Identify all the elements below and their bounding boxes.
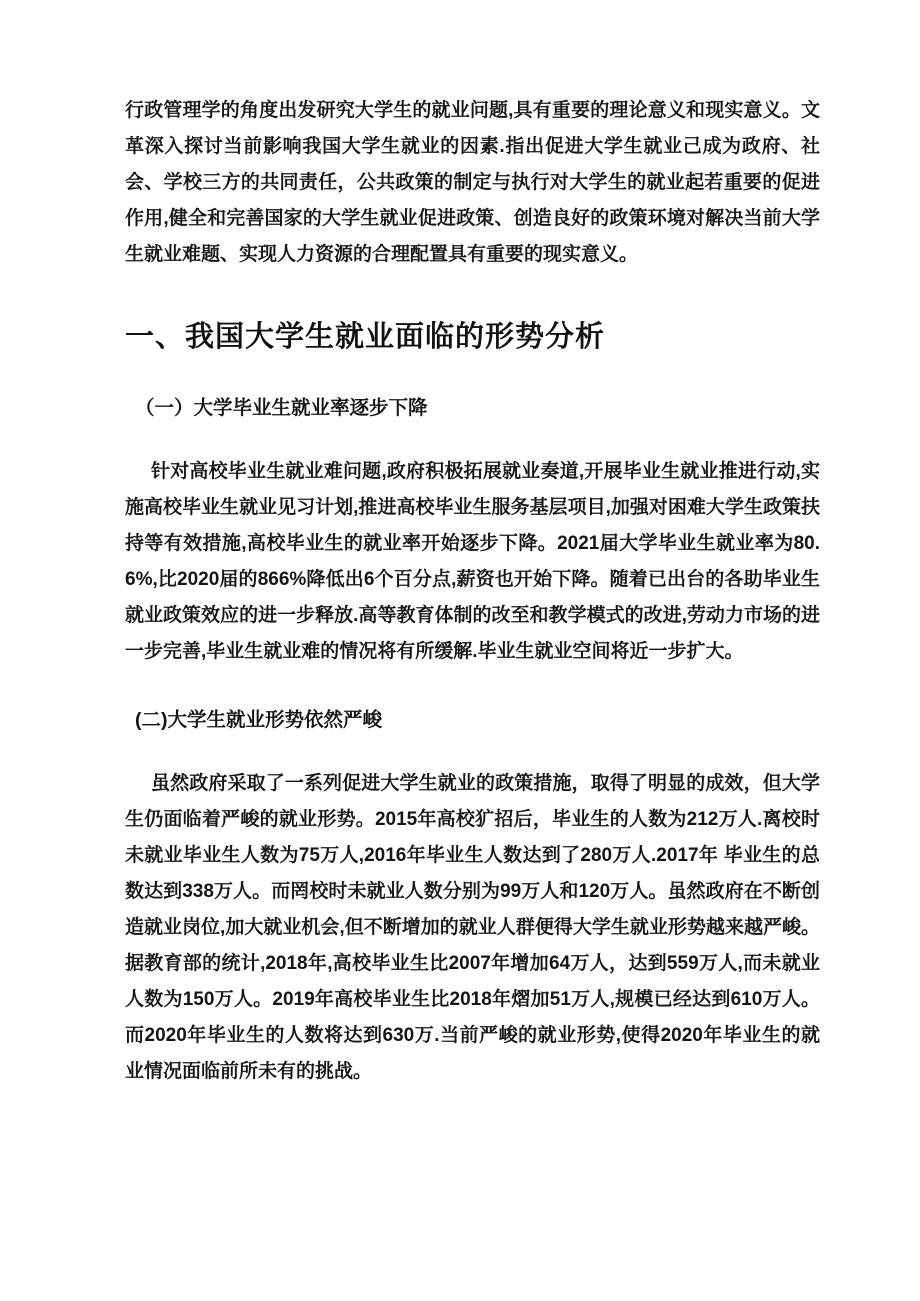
subsection-2-paragraph: 虽然政府采取了一系列促进大学生就业的政策措施，取得了明显的成效，但大学生仍面临着严峻的就业形势。2015年高校犷招后，毕业生的人数为212万人.离校时未就业毕业生人数为75万人,2016年毕业生人数达到了280万人.2017年 毕业生的总数达到338万人。而罔校时未就业人数分别为99万人和120万人。虽然政府在不断创造就业岗位,加大就业机会,但不断增加的就业人群便得大学生就业形势越来越严峻。据教育部的统计,2018年,高校毕业生比2007年增加64万人，达到559万人,而未就业人数为150万人。2019年高校毕业生比2018年熠加51万人,规模已经达到610万人。而2020年毕业生的人数将达到630万.当前严峻的就业形势,使得2020年毕业生的就业情况面临前所未有的挑战。 bbox=[125, 773, 820, 1082]
subsection-1-paragraph: 针对高校毕业生就业难问题,政府积极拓展就业奏道,开展毕业生就业推进行动,实施高校毕业生就业见习计划,推进高校毕业生服务基层项目,加强对困难大学生政策扶持等有效措施,高校毕业生的就业率开始逐步下降。2021届大学毕业生就业率为80.6%,比2020届的866%降低出6个百分点,薪资也开始下降。随着已出台的各助毕业生就业政策效应的进一步释放.高等教育体制的改至和教学模式的改进,劳动力市场的进一步完善,毕业生就业难的情况将有所缓解.毕业生就业空间将近一步扩大。 bbox=[125, 461, 820, 662]
intro-paragraph: 行政管理学的角度出发研究大学生的就业问题,具有重要的理论意义和现实意义。文革深入探讨当前影响我国大学生就业的因素.指出促进大学生就业己成为政府、社会、学校三方的共同责任，公共政策的制定与执行对大学生的就业起若重要的促进作用,健全和完善国家的大学生就业促进政策、创造良好的政策环境对解决当前大学生就业难题、实现人力资源的合理配置具有重要的现实意义。 bbox=[125, 100, 820, 265]
subsection-employment-rate bbox=[125, 390, 820, 670]
subsection-1-heading: （一）大学毕业生就业率逐步下降 bbox=[135, 397, 428, 419]
subsection-employment-situation bbox=[125, 702, 820, 1090]
subsection-2-heading: (二)大学生就业形势依然严峻 bbox=[135, 709, 382, 731]
section-heading: 一、我国大学生就业面临的形势分析 bbox=[125, 321, 606, 353]
